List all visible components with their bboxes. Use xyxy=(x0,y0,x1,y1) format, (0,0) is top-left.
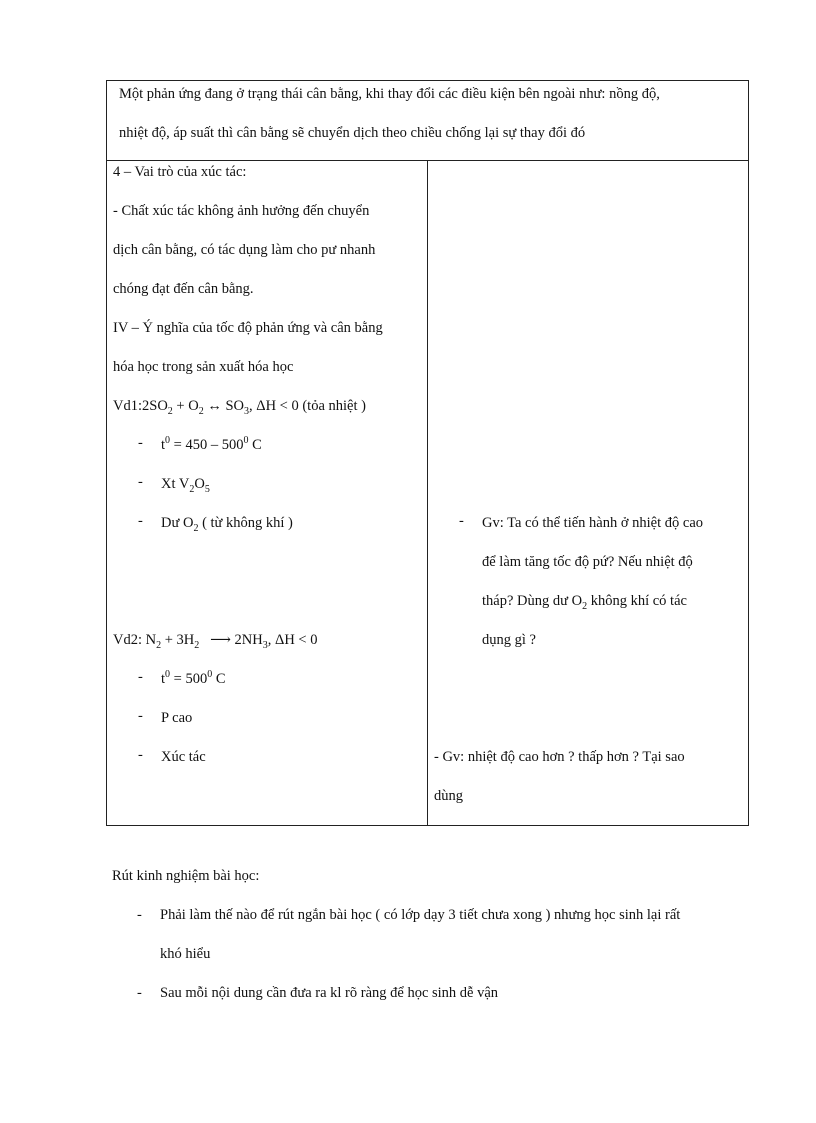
vd1-item-1-dash: - xyxy=(138,435,143,451)
experience-item-1-line-1: Phải làm thế nào để rút ngắn bài học ( có lớp dạy 3 tiết chưa xong ) nhưng học sinh lại rất xyxy=(160,907,681,923)
question-1-line-2: để làm tăng tốc độ pứ? Nếu nhiệt độ xyxy=(482,554,693,570)
vd1-item-1-a: t xyxy=(161,437,166,453)
question-1-line-3 xyxy=(482,591,687,611)
vd2-item-1-dash: - xyxy=(138,669,143,685)
experience-item-1-dash: - xyxy=(137,907,142,923)
vd1-label: Vd1:2SO xyxy=(113,398,168,414)
vd2-sub2: 2 xyxy=(194,639,200,651)
vd1-sub3: 3 xyxy=(244,405,249,417)
vd1-item-2-sub-b: 5 xyxy=(204,483,210,495)
vd1-item-1-sup-b: 0 xyxy=(243,435,249,447)
vd1-item-1 xyxy=(161,435,262,455)
vd1-item-3-a: Dư O xyxy=(161,515,194,531)
vd1-item-2-dash: - xyxy=(138,474,143,490)
vd1-item-3-dash: - xyxy=(138,513,143,529)
question-2-line-2: dùng xyxy=(434,788,463,804)
catalyst-line-1: - Chất xúc tác không ảnh hưởng đến chuyển xyxy=(113,203,370,219)
vd1-equation xyxy=(113,396,366,416)
meaning-heading-line-1: IV – Ý nghĩa của tốc độ phản ứng và cân bằng xyxy=(113,320,383,336)
vd1-rest: , ΔH < 0 (tỏa nhiệt ) xyxy=(249,398,366,414)
principle-line-1: Một phản ứng đang ở trạng thái cân bằng, khi thay đổi các điều kiện bên ngoài như: nồng độ, xyxy=(119,86,660,102)
vd1-item-1-sup-a: 0 xyxy=(165,435,171,447)
vd1-item-1-c: C xyxy=(248,437,262,453)
catalyst-heading: 4 – Vai trò của xúc tác: xyxy=(113,164,247,180)
vd2-item-2-dash: - xyxy=(138,708,143,724)
vd2-item-3: Xúc tác xyxy=(161,749,206,765)
question-1-line-3-sub: 2 xyxy=(582,600,588,612)
vd1-sub1: 2 xyxy=(167,405,173,417)
vd2-item-3-dash: - xyxy=(138,747,143,763)
vd2-sub1: 2 xyxy=(156,639,162,651)
right-column-cell xyxy=(427,160,749,826)
vd2-item-1-sup-a: 0 xyxy=(165,669,171,681)
vd2-item-2: P cao xyxy=(161,710,193,726)
question-1-dash: - xyxy=(459,513,464,529)
vd1-item-1-b: = 450 – 500 xyxy=(170,437,244,453)
catalyst-line-3: chóng đạt đến cân bằng. xyxy=(113,281,254,297)
experience-heading: Rút kinh nghiệm bài học: xyxy=(112,868,260,884)
principle-box xyxy=(106,80,749,161)
vd2-item-1-b: = 500 xyxy=(170,671,208,687)
vd2-item-1-a: t xyxy=(161,671,166,687)
vd1-item-2-sub-a: 2 xyxy=(189,483,195,495)
vd2-item-1 xyxy=(161,669,226,689)
left-column-cell xyxy=(106,160,428,826)
vd1-item-2-a: Xt V xyxy=(161,476,190,492)
question-1-line-4: dụng gì ? xyxy=(482,632,536,648)
vd1-sub2: 2 xyxy=(198,405,204,417)
vd2-sub3: 3 xyxy=(262,639,268,651)
catalyst-line-2: dịch cân bằng, có tác dụng làm cho pư nhanh xyxy=(113,242,376,258)
vd2-equation xyxy=(113,630,317,650)
vd1-plus: + O xyxy=(172,398,199,414)
vd1-item-3 xyxy=(161,513,293,533)
vd1-item-2-b: O xyxy=(194,476,205,492)
question-1-line-1: Gv: Ta có thể tiến hành ở nhiệt độ cao xyxy=(482,515,704,531)
vd1-item-3-b: ( từ không khí ) xyxy=(198,515,293,531)
principle-line-2: nhiệt độ, áp suất thì cân bằng sẽ chuyển dịch theo chiều chống lại sự thay đổi đó xyxy=(119,125,586,141)
question-2-line-1: - Gv: nhiệt độ cao hơn ? thấp hơn ? Tại sao xyxy=(434,749,685,765)
vd1-item-2 xyxy=(161,474,210,494)
vd2-item-1-c: C xyxy=(212,671,226,687)
vd2-rest: , ΔH < 0 xyxy=(267,632,318,648)
experience-item-2-line-1: Sau mỗi nội dung cần đưa ra kl rõ ràng để học sinh dễ vận xyxy=(160,985,499,1001)
question-1-line-3-b: không khí có tác xyxy=(587,593,687,609)
vd2-plus: + 3H xyxy=(161,632,195,648)
vd1-arrow: ↔ SO xyxy=(203,398,244,414)
vd2-arrow: ⟶ 2NH xyxy=(199,632,263,648)
vd2-item-1-sup-b: 0 xyxy=(207,669,213,681)
experience-item-1-line-2: khó hiểu xyxy=(160,946,211,962)
vd2-label: Vd2: N xyxy=(113,632,157,648)
experience-item-2-dash: - xyxy=(137,985,142,1001)
meaning-heading-line-2: hóa học trong sản xuất hóa học xyxy=(113,359,294,375)
question-1-line-3-a: tháp? Dùng dư O xyxy=(482,593,583,609)
vd1-item-3-sub-a: 2 xyxy=(193,522,199,534)
